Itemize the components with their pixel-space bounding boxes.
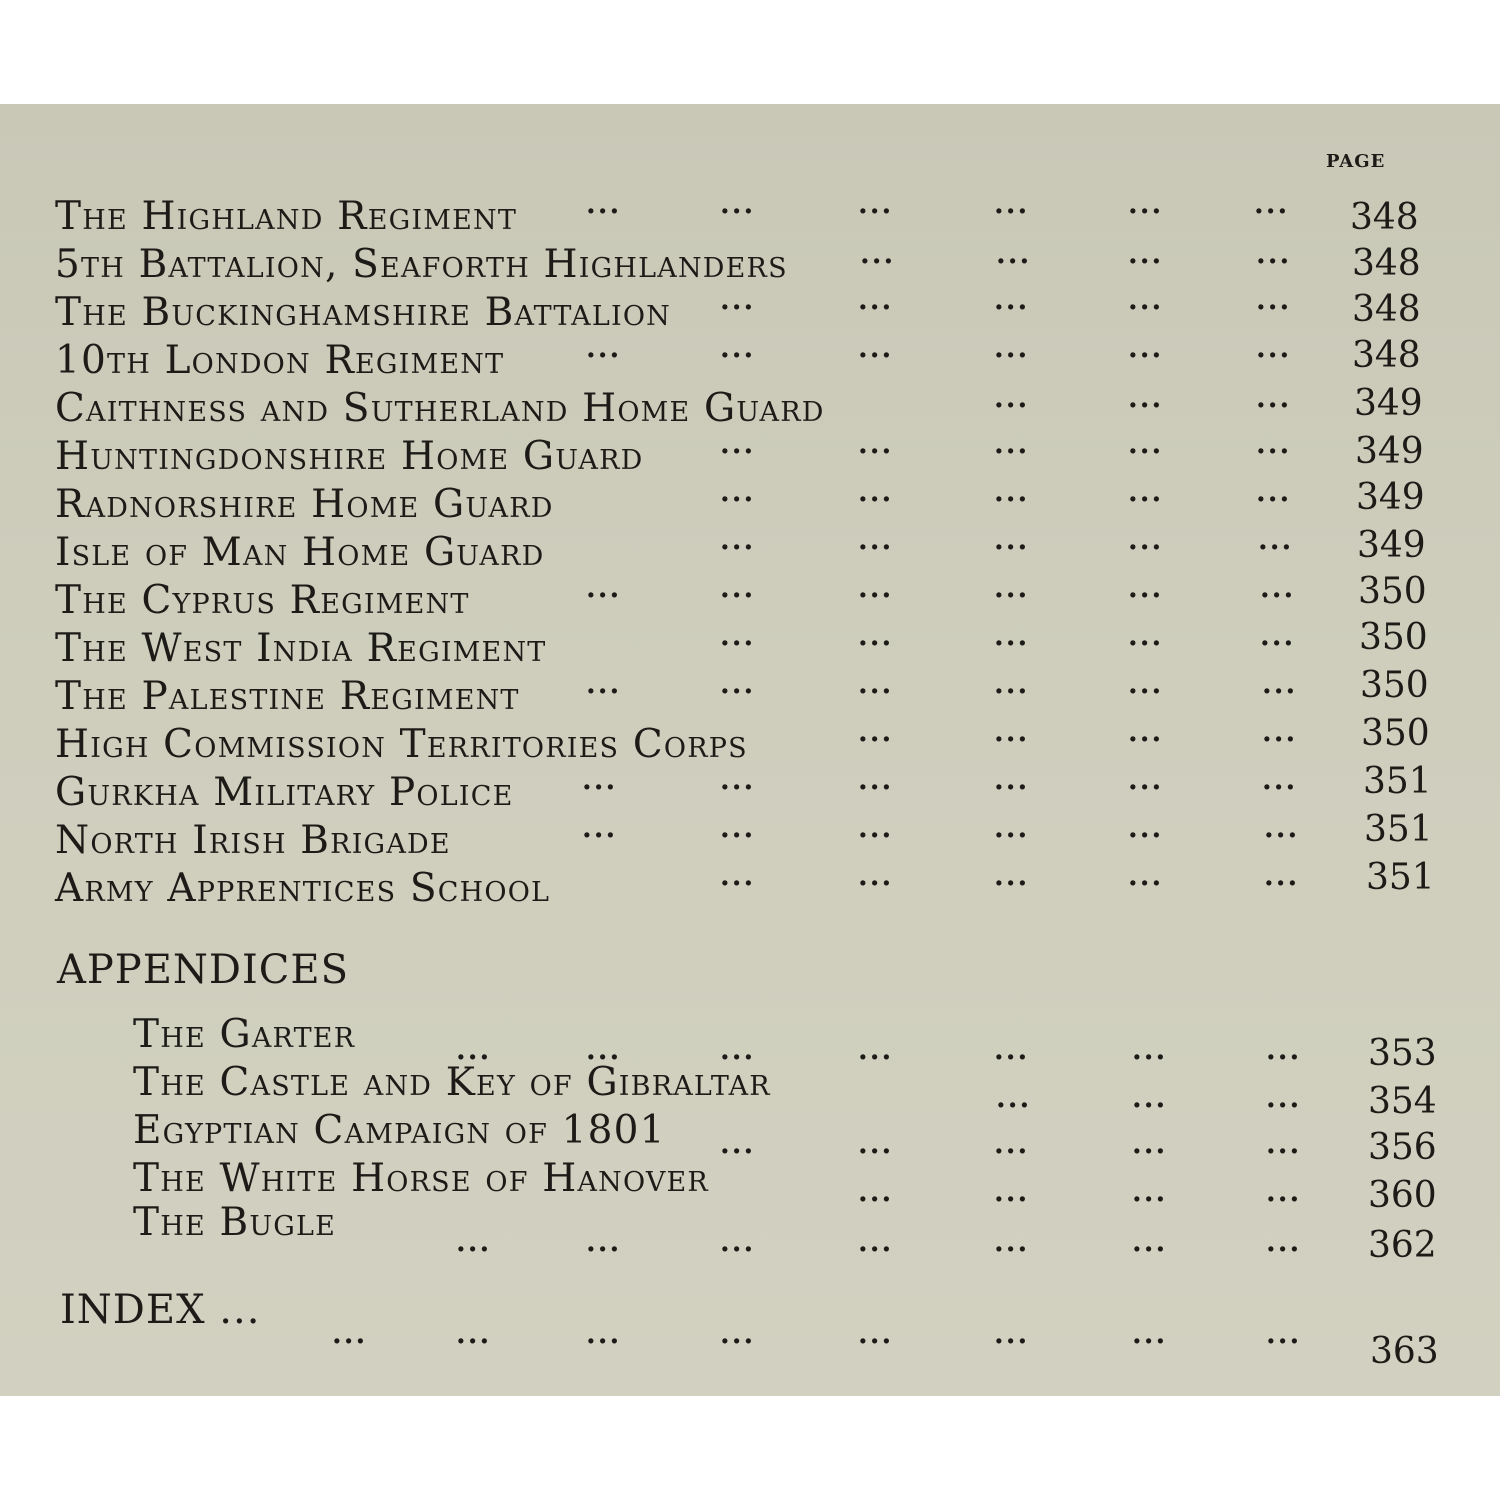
index-heading: INDEX ... [60,1287,261,1333]
dot-leader: ... [332,1317,368,1350]
dot-leader: ... [858,427,894,460]
appendix-entry-title: Egyptian Campaign of 1801 [133,1108,666,1153]
dot-leader: ... [720,331,756,364]
dot-leader: ... [1128,237,1164,270]
dot-leader: ... [858,1225,894,1258]
dot-leader: ... [858,187,894,220]
toc-entry-title: The Highland Regiment [55,194,518,239]
dot-leader: ... [1128,811,1164,844]
toc-entry-page: 351 [1363,761,1432,802]
dot-leader: ... [586,1033,622,1066]
dot-leader: ... [1128,571,1164,604]
toc-entry [55,286,671,335]
dot-leader: ... [994,811,1030,844]
toc-entry-title: The Buckinghamshire Battalion [55,290,671,335]
dot-leader: ... [858,1033,894,1066]
toc-entry-title: Radnorshire Home Guard [55,482,554,527]
toc-entry [55,334,505,383]
appendix-entry-page: 360 [1368,1175,1437,1216]
dot-leader: ... [1132,1225,1168,1258]
dot-leader: ... [1128,715,1164,748]
index-page: 363 [1370,1331,1439,1372]
dot-leader: ... [720,619,756,652]
dot-leader: ... [1132,1127,1168,1160]
dot-leader: ... [994,381,1030,414]
toc-entry-page: 349 [1356,477,1425,518]
dot-leader: ... [1128,667,1164,700]
appendix-entry-page: 356 [1368,1127,1437,1168]
dot-leader: ... [1128,283,1164,316]
dot-leader: ... [858,1317,894,1350]
dot-leader: ... [582,763,618,796]
toc-entry-page: 351 [1366,857,1435,898]
dot-leader: ... [994,715,1030,748]
toc-entry-title: Caithness and Sutherland Home Guard [55,386,825,431]
toc-entry [55,670,520,719]
dot-leader: ... [720,571,756,604]
dot-leader: ... [1262,763,1298,796]
toc-entry-title: The Cyprus Regiment [55,578,470,623]
appendix-entry-page: 354 [1368,1081,1437,1122]
dot-leader: ... [456,1033,492,1066]
toc-entry-title: Gurkha Military Police [55,770,514,815]
dot-leader: ... [720,1033,756,1066]
dot-leader: ... [1128,619,1164,652]
dot-leader: ... [858,475,894,508]
dot-leader: ... [1262,715,1298,748]
dot-leader: ... [994,667,1030,700]
dot-leader: ... [858,331,894,364]
dot-leader: ... [720,427,756,460]
dot-leader: ... [994,1225,1030,1258]
toc-entry-page: 349 [1355,431,1424,472]
dot-leader: ... [994,763,1030,796]
toc-entry-page: 348 [1352,289,1421,330]
toc-entry-page: 348 [1352,243,1421,284]
dot-leader: ... [994,331,1030,364]
dot-leader: ... [1260,571,1296,604]
dot-leader: ... [1256,381,1292,414]
dot-leader: ... [1258,523,1294,556]
toc-entry [55,526,545,575]
appendix-entry [133,1104,666,1153]
toc-entry-page: 350 [1358,571,1427,612]
dot-leader: ... [1132,1081,1168,1114]
dot-leader: ... [858,283,894,316]
dot-leader: ... [1128,859,1164,892]
toc-entry [55,814,451,863]
dot-leader: ... [858,1127,894,1160]
toc-entry-title: Army Apprentices School [55,866,551,911]
dot-leader: ... [456,1317,492,1350]
appendices-heading: APPENDICES [57,947,349,993]
toc-entry-title: The West India Regiment [55,626,547,671]
toc-entry [55,238,788,287]
dot-leader: ... [720,859,756,892]
dot-leader: ... [720,475,756,508]
dot-leader: ... [858,667,894,700]
dot-leader: ... [1266,1225,1302,1258]
toc-entry-page: 349 [1357,525,1426,566]
toc-entry [55,574,470,623]
toc-entry-page: 348 [1350,197,1419,238]
dot-leader: ... [720,763,756,796]
toc-entry [55,718,748,767]
dot-leader: ... [996,1081,1032,1114]
dot-leader: ... [1266,1033,1302,1066]
dot-leader: ... [994,619,1030,652]
toc-entry-page: 351 [1364,809,1433,850]
dot-leader: ... [1266,1127,1302,1160]
dot-leader: ... [858,571,894,604]
dot-leader: ... [994,1175,1030,1208]
dot-leader: ... [994,571,1030,604]
toc-entry [55,766,514,815]
dot-leader: ... [1266,1317,1302,1350]
dot-leader: ... [860,237,896,270]
dot-leader: ... [858,859,894,892]
dot-leader: ... [1128,381,1164,414]
dot-leader: ... [1132,1317,1168,1350]
appendix-entry [133,1196,337,1245]
toc-entry-title: The Palestine Regiment [55,674,520,719]
dot-leader: ... [720,667,756,700]
appendix-entry [133,1056,771,1105]
dot-leader: ... [1128,763,1164,796]
appendix-entry-page: 353 [1368,1033,1437,1074]
dot-leader: ... [720,283,756,316]
dot-leader: ... [994,1033,1030,1066]
dot-leader: ... [1128,331,1164,364]
dot-leader: ... [858,1175,894,1208]
dot-leader: ... [1254,187,1290,220]
toc-entry [55,382,825,431]
toc-entry [55,430,644,479]
page-column-heading: page [1326,144,1386,174]
dot-leader: ... [858,811,894,844]
dot-leader: ... [1256,283,1292,316]
toc-entry-page: 348 [1352,335,1421,376]
dot-leader: ... [456,1225,492,1258]
dot-leader: ... [1128,475,1164,508]
dot-leader: ... [720,811,756,844]
dot-leader: ... [1132,1033,1168,1066]
dot-leader: ... [586,331,622,364]
dot-leader: ... [858,763,894,796]
toc-entry [55,190,518,239]
dot-leader: ... [996,237,1032,270]
dot-leader: ... [720,523,756,556]
appendix-entry [133,1008,356,1057]
dot-leader: ... [1256,237,1292,270]
dot-leader: ... [1256,427,1292,460]
dot-leader: ... [720,187,756,220]
appendix-entry-title: The Castle and Key of Gibraltar [133,1060,771,1105]
dot-leader: ... [586,187,622,220]
dot-leader: ... [586,571,622,604]
toc-entry-page: 350 [1359,617,1428,658]
toc-entry-title: 10th London Regiment [55,338,505,383]
dot-leader: ... [994,1127,1030,1160]
toc-entry-title: 5th Battalion, Seaforth Highlanders [55,242,788,287]
appendix-entry-title: The White Horse of Hanover [133,1156,709,1201]
dot-leader: ... [1128,427,1164,460]
dot-leader: ... [582,811,618,844]
appendix-entry-page: 362 [1368,1225,1437,1266]
dot-leader: ... [586,667,622,700]
toc-entry-title: Huntingdonshire Home Guard [55,434,644,479]
dot-leader: ... [720,1225,756,1258]
dot-leader: ... [1266,1081,1302,1114]
appendix-entry-title: The Bugle [133,1200,337,1245]
toc-entry [55,862,551,911]
dot-leader: ... [858,715,894,748]
dot-leader: ... [1264,859,1300,892]
toc-entry-title: North Irish Brigade [55,818,451,863]
book-page [0,104,1500,1396]
toc-entry-page: 350 [1360,665,1429,706]
dot-leader: ... [994,427,1030,460]
dot-leader: ... [1132,1175,1168,1208]
appendix-entry [133,1152,709,1201]
toc-entry-title: Isle of Man Home Guard [55,530,545,575]
dot-leader: ... [858,523,894,556]
dot-leader: ... [1128,187,1164,220]
toc-entry-page: 350 [1361,713,1430,754]
dot-leader: ... [586,1317,622,1350]
dot-leader: ... [994,187,1030,220]
dot-leader: ... [1256,475,1292,508]
dot-leader: ... [1266,1175,1302,1208]
dot-leader: ... [586,1225,622,1258]
toc-entry-title: High Commission Territories Corps [55,722,748,767]
toc-entry-page: 349 [1354,383,1423,424]
dot-leader: ... [720,1317,756,1350]
dot-leader: ... [994,1317,1030,1350]
dot-leader: ... [1256,331,1292,364]
dot-leader: ... [1260,619,1296,652]
toc-entry [55,478,554,527]
dot-leader: ... [1128,523,1164,556]
dot-leader: ... [994,859,1030,892]
dot-leader: ... [994,283,1030,316]
dot-leader: ... [1262,667,1298,700]
dot-leader: ... [994,523,1030,556]
dot-leader: ... [994,475,1030,508]
dot-leader: ... [720,1127,756,1160]
dot-leader: ... [858,619,894,652]
appendix-entry-title: The Garter [133,1012,356,1057]
dot-leader: ... [1264,811,1300,844]
toc-entry [55,622,547,671]
